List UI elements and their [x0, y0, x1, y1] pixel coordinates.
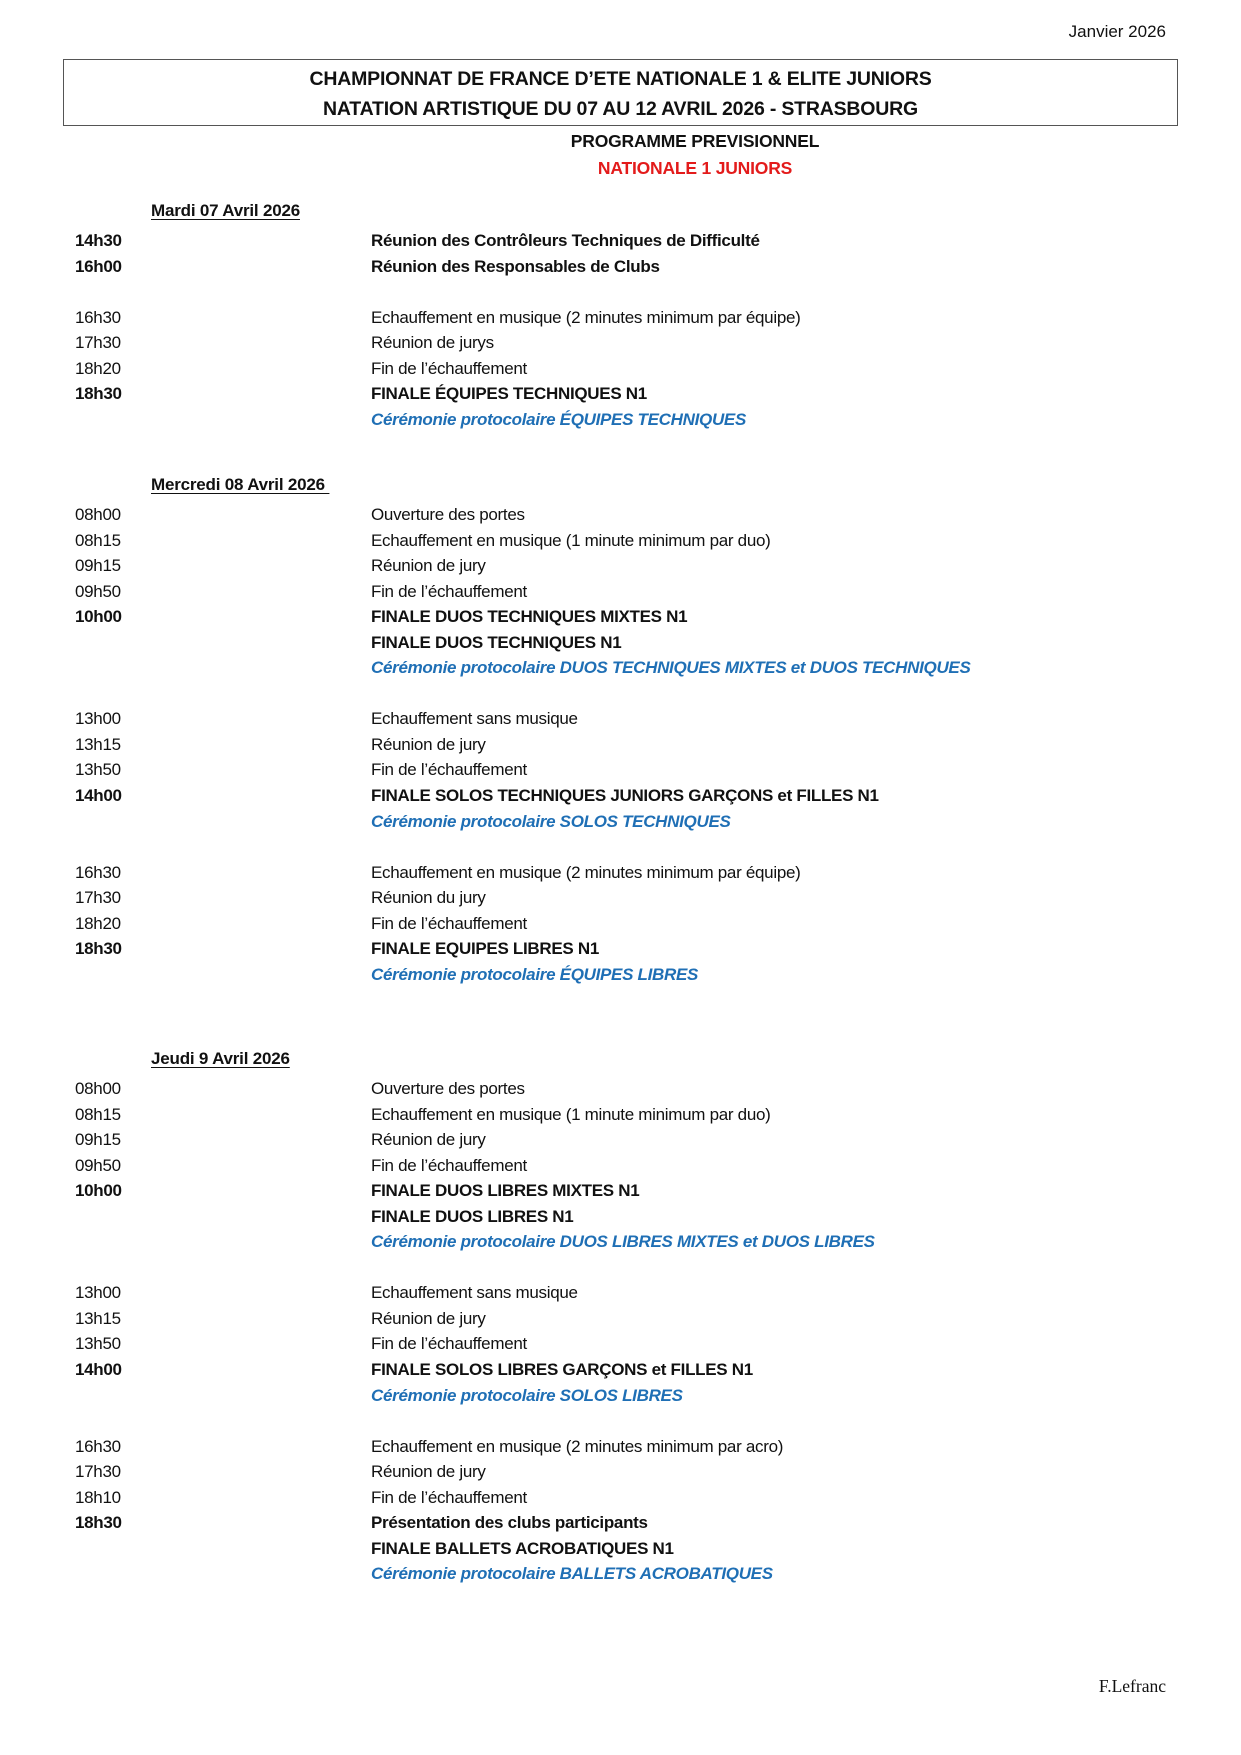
schedule-event: Réunion de jury [371, 734, 486, 754]
schedule-row [0, 1178, 1241, 1204]
schedule-event: Echauffement sans musique [371, 709, 578, 729]
schedule-event: Echauffement en musique (2 minutes minimum par équipe) [371, 307, 801, 327]
schedule-row [0, 936, 1241, 962]
schedule-row [0, 911, 1241, 937]
schedule-row [0, 1204, 1241, 1230]
spacer-row [0, 681, 1241, 707]
schedule-time: 17h30 [75, 1462, 121, 1482]
schedule-row [0, 356, 1241, 382]
schedule-row [0, 330, 1241, 356]
schedule-event: Echauffement sans musique [371, 1283, 578, 1303]
ceremony-row [0, 1561, 1241, 1587]
schedule-row [0, 1510, 1241, 1536]
schedule-row [0, 1459, 1241, 1485]
schedule-time: 18h30 [75, 939, 122, 959]
schedule-event: Echauffement en musique (1 minute minimum par duo) [371, 530, 771, 550]
schedule-event: Réunion de jury [371, 1308, 486, 1328]
schedule-event: Fin de l’échauffement [371, 760, 527, 780]
schedule-row [0, 1357, 1241, 1383]
schedule-event: FINALE DUOS LIBRES MIXTES N1 [371, 1181, 640, 1201]
schedule-time: 13h50 [75, 1334, 121, 1354]
schedule-rows [0, 502, 1241, 987]
schedule-event: Réunion de jurys [371, 333, 494, 353]
schedule-time: 18h30 [75, 1513, 122, 1533]
schedule-row [0, 757, 1241, 783]
schedule-event: FINALE DUOS TECHNIQUES N1 [371, 632, 622, 652]
ceremony-row [0, 1229, 1241, 1255]
spacer-row [0, 279, 1241, 305]
category-title: NATIONALE 1 JUNIORS [597, 158, 793, 178]
ceremony-label: Cérémonie protocolaire ÉQUIPES TECHNIQUES [371, 409, 747, 429]
schedule-time: 13h00 [75, 709, 121, 729]
schedule-event: Echauffement en musique (1 minute minimum par duo) [371, 1104, 771, 1124]
ceremony-label: Cérémonie protocolaire DUOS TECHNIQUES MIXTES et DUOS TECHNIQUES [371, 658, 971, 678]
day-heading: Mardi 07 Avril 2026 [151, 201, 300, 220]
schedule-event: Ouverture des portes [371, 1079, 525, 1098]
schedule-event: FINALE SOLOS LIBRES GARÇONS et FILLES N1 [371, 1360, 753, 1380]
schedule-time: 14h00 [75, 786, 122, 806]
schedule-rows [0, 1076, 1241, 1587]
schedule-event: Réunion de jury [371, 1130, 486, 1150]
schedule-row [0, 630, 1241, 656]
schedule-time: 13h00 [75, 1283, 121, 1303]
schedule-time: 10h00 [75, 607, 122, 627]
schedule-event: Réunion de jury [371, 1462, 486, 1482]
schedule-event: Echauffement en musique (2 minutes minimum par équipe) [371, 862, 801, 882]
signature: F.Lefranc [1098, 1676, 1166, 1696]
schedule-row [0, 604, 1241, 630]
schedule-event: Fin de l’échauffement [371, 581, 527, 601]
schedule-row [0, 1331, 1241, 1357]
schedule-row [0, 1076, 1241, 1102]
schedule-row [0, 381, 1241, 407]
schedule-time: 17h30 [75, 333, 121, 353]
schedule-event: FINALE EQUIPES LIBRES N1 [371, 939, 600, 959]
schedule-event: Fin de l’échauffement [371, 358, 527, 378]
title-line-2: NATATION ARTISTIQUE DU 07 AU 12 AVRIL 2026 - STRASBOURG [322, 98, 919, 120]
schedule-time: 08h15 [75, 530, 121, 550]
schedule-row [0, 1306, 1241, 1332]
schedule-time: 17h30 [75, 888, 121, 908]
schedule-row [0, 553, 1241, 579]
ceremony-row [0, 962, 1241, 988]
schedule-time: 08h15 [75, 1104, 121, 1124]
schedule-event: Fin de l’échauffement [371, 913, 527, 933]
spacer-row [0, 1255, 1241, 1281]
ceremony-label: Cérémonie protocolaire DUOS LIBRES MIXTES et DUOS LIBRES [371, 1232, 875, 1252]
schedule-event: Réunion des Contrôleurs Techniques de Difficulté [371, 231, 760, 250]
schedule-row [0, 502, 1241, 528]
schedule-time: 10h00 [75, 1181, 122, 1201]
schedule-row [0, 579, 1241, 605]
schedule-event: Fin de l’échauffement [371, 1487, 527, 1507]
schedule-row [0, 783, 1241, 809]
schedule-time: 16h30 [75, 1436, 121, 1456]
schedule-row [0, 1153, 1241, 1179]
schedule-row [0, 1127, 1241, 1153]
spacer-row [0, 834, 1241, 860]
schedule-row [0, 732, 1241, 758]
ceremony-label: Cérémonie protocolaire SOLOS TECHNIQUES [371, 811, 731, 831]
ceremony-label: Cérémonie protocolaire ÉQUIPES LIBRES [371, 964, 699, 984]
schedule-time: 08h00 [75, 505, 121, 524]
schedule-time: 14h30 [75, 231, 122, 250]
schedule-time: 09h15 [75, 1130, 121, 1150]
schedule-row [0, 528, 1241, 554]
schedule-event: FINALE SOLOS TECHNIQUES JUNIORS GARÇONS et FILLES N1 [371, 786, 879, 806]
schedule-row [0, 305, 1241, 331]
schedule-time: 18h10 [75, 1487, 121, 1507]
schedule-time: 13h50 [75, 760, 121, 780]
schedule-time: 14h00 [75, 1360, 122, 1380]
schedule-time: 09h50 [75, 1155, 121, 1175]
schedule-event: Ouverture des portes [371, 505, 525, 524]
ceremony-row [0, 809, 1241, 835]
schedule-row [0, 706, 1241, 732]
schedule-row [0, 885, 1241, 911]
schedule-row [0, 228, 1241, 254]
schedule-event: Réunion des Responsables de Clubs [371, 256, 660, 276]
ceremony-row [0, 1383, 1241, 1409]
ceremony-label: Cérémonie protocolaire BALLETS ACROBATIQUES [371, 1564, 773, 1584]
schedule-event: Fin de l’échauffement [371, 1334, 527, 1354]
schedule-event: Echauffement en musique (2 minutes minimum par acro) [371, 1436, 784, 1456]
schedule-time: 08h00 [75, 1079, 121, 1098]
schedule-time: 16h30 [75, 862, 121, 882]
schedule-row [0, 254, 1241, 280]
schedule-time: 09h15 [75, 556, 121, 576]
schedule-event: FINALE BALLETS ACROBATIQUES N1 [371, 1538, 674, 1558]
schedule-time: 18h30 [75, 384, 122, 404]
document-date: Janvier 2026 [1068, 22, 1166, 41]
schedule-rows [0, 228, 1241, 432]
title-line-1: CHAMPIONNAT DE FRANCE D’ETE NATIONALE 1 & ELITE JUNIORS [309, 68, 932, 90]
spacer-row [0, 1408, 1241, 1434]
schedule-time: 16h30 [75, 307, 121, 327]
schedule-time: 09h50 [75, 581, 121, 601]
ceremony-row [0, 407, 1241, 433]
schedule-time: 13h15 [75, 1308, 121, 1328]
schedule-row [0, 860, 1241, 886]
schedule-event: FINALE DUOS LIBRES N1 [371, 1206, 574, 1226]
schedule-time: 18h20 [75, 358, 121, 378]
schedule-row [0, 1434, 1241, 1460]
schedule-event: Fin de l’échauffement [371, 1155, 527, 1175]
programme-subtitle: PROGRAMME PREVISIONNEL [570, 131, 820, 151]
schedule-event: Présentation des clubs participants [371, 1513, 648, 1533]
schedule-event: FINALE DUOS TECHNIQUES MIXTES N1 [371, 607, 688, 627]
schedule-row [0, 1280, 1241, 1306]
schedule-time: 18h20 [75, 913, 121, 933]
title-box [63, 59, 1178, 126]
schedule-event: Réunion du jury [371, 888, 486, 908]
ceremony-row [0, 655, 1241, 681]
schedule-row [0, 1102, 1241, 1128]
schedule-event: Réunion de jury [371, 556, 486, 576]
day-heading: Jeudi 9 Avril 2026 [151, 1049, 290, 1068]
schedule-time: 13h15 [75, 734, 121, 754]
schedule-time: 16h00 [75, 256, 122, 276]
ceremony-label: Cérémonie protocolaire SOLOS LIBRES [371, 1385, 683, 1405]
schedule-row [0, 1536, 1241, 1562]
schedule-row [0, 1485, 1241, 1511]
schedule-event: FINALE ÉQUIPES TECHNIQUES N1 [371, 384, 647, 404]
day-heading: Mercredi 08 Avril 2026 [151, 475, 330, 494]
